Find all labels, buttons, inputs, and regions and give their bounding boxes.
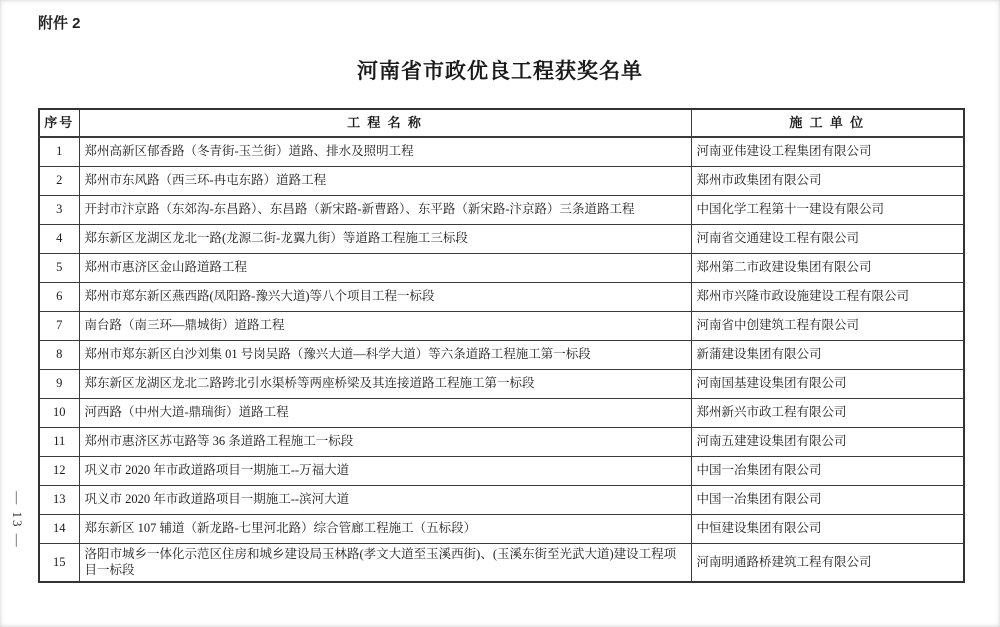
construction-unit-cell: 新蒲建设集团有限公司	[691, 340, 964, 369]
project-name-cell: 河西路（中州大道-鼎瑞街）道路工程	[79, 398, 691, 427]
table-row	[39, 195, 964, 224]
serial-number-cell: 5	[39, 253, 79, 282]
construction-unit-cell: 河南国基建设集团有限公司	[691, 369, 964, 398]
serial-number-cell: 13	[39, 485, 79, 514]
serial-number-cell: 4	[39, 224, 79, 253]
serial-number-cell: 11	[39, 427, 79, 456]
construction-unit-cell: 河南五建建设集团有限公司	[691, 427, 964, 456]
serial-number-cell: 2	[39, 166, 79, 195]
table-row	[39, 253, 964, 282]
construction-unit-cell: 郑州市兴隆市政设施建设工程有限公司	[691, 282, 964, 311]
construction-unit-cell: 中国化学工程第十一建设有限公司	[691, 195, 964, 224]
table-row	[39, 137, 964, 166]
serial-number-cell: 9	[39, 369, 79, 398]
award-table	[38, 108, 965, 583]
serial-number-cell: 15	[39, 543, 79, 582]
table-row	[39, 514, 964, 543]
project-name-cell: 郑东新区龙湖区龙北一路(龙源二街-龙翼九街）等道路工程施工三标段	[79, 224, 691, 253]
project-name-cell: 巩义市 2020 年市政道路项目一期施工--万福大道	[79, 456, 691, 485]
serial-number-cell: 7	[39, 311, 79, 340]
construction-unit-cell: 郑州市政集团有限公司	[691, 166, 964, 195]
table-row	[39, 311, 964, 340]
serial-number-cell: 3	[39, 195, 79, 224]
construction-unit-cell: 中国一冶集团有限公司	[691, 456, 964, 485]
project-name-cell: 开封市汴京路（东郊沟-东昌路）、东昌路（新宋路-新曹路）、东平路（新宋路-汴京路）三条道路工程	[79, 195, 691, 224]
project-name-cell: 郑州高新区郁香路（冬青街-玉兰街）道路、排水及照明工程	[79, 137, 691, 166]
header-serial-number: 序号	[39, 109, 79, 137]
page-number: — 13 —	[10, 491, 25, 549]
construction-unit-cell: 郑州第二市政建设集团有限公司	[691, 253, 964, 282]
table-row	[39, 369, 964, 398]
construction-unit-cell: 河南省交通建设工程有限公司	[691, 224, 964, 253]
table-row	[39, 398, 964, 427]
project-name-cell: 郑州市郑东新区燕西路(凤阳路-豫兴大道)等八个项目工程一标段	[79, 282, 691, 311]
project-name-cell: 洛阳市城乡一体化示范区住房和城乡建设局玉林路(孝文大道至玉溪西街)、(玉溪东街至光武大道)建设工程项目一标段	[79, 543, 691, 582]
serial-number-cell: 1	[39, 137, 79, 166]
table-row	[39, 427, 964, 456]
serial-number-cell: 8	[39, 340, 79, 369]
table-row	[39, 543, 964, 582]
construction-unit-cell: 中国一冶集团有限公司	[691, 485, 964, 514]
project-name-cell: 郑州市惠济区金山路道路工程	[79, 253, 691, 282]
construction-unit-cell: 河南省中创建筑工程有限公司	[691, 311, 964, 340]
project-name-cell: 郑东新区 107 辅道（新龙路-七里河北路）综合管廊工程施工（五标段）	[79, 514, 691, 543]
serial-number-cell: 14	[39, 514, 79, 543]
construction-unit-cell: 郑州新兴市政工程有限公司	[691, 398, 964, 427]
attachment-label: 附件 2	[38, 15, 81, 32]
table-row	[39, 456, 964, 485]
table-row	[39, 282, 964, 311]
header-construction-unit: 施 工 单 位	[691, 109, 964, 137]
construction-unit-cell: 河南亚伟建设工程集团有限公司	[691, 137, 964, 166]
project-name-cell: 南台路（南三环—鼎城街）道路工程	[79, 311, 691, 340]
serial-number-cell: 6	[39, 282, 79, 311]
table-row	[39, 340, 964, 369]
table-body	[39, 137, 964, 582]
table-row	[39, 485, 964, 514]
project-name-cell: 郑州市惠济区苏屯路等 36 条道路工程施工一标段	[79, 427, 691, 456]
page-title: 河南省市政优良工程获奖名单	[357, 60, 643, 83]
table-row	[39, 224, 964, 253]
header-project-name: 工 程 名 称	[79, 109, 691, 137]
project-name-cell: 郑东新区龙湖区龙北二路跨北引水渠桥等两座桥梁及其连接道路工程施工第一标段	[79, 369, 691, 398]
project-name-cell: 巩义市 2020 年市政道路项目一期施工--滨河大道	[79, 485, 691, 514]
serial-number-cell: 10	[39, 398, 79, 427]
table-row	[39, 166, 964, 195]
project-name-cell: 郑州市郑东新区白沙刘集 01 号岗吴路（豫兴大道—科学大道）等六条道路工程施工第一标段	[79, 340, 691, 369]
construction-unit-cell: 中恒建设集团有限公司	[691, 514, 964, 543]
construction-unit-cell: 河南明通路桥建筑工程有限公司	[691, 543, 964, 582]
project-name-cell: 郑州市东风路（西三环-冉屯东路）道路工程	[79, 166, 691, 195]
serial-number-cell: 12	[39, 456, 79, 485]
table-header-row	[39, 109, 964, 137]
